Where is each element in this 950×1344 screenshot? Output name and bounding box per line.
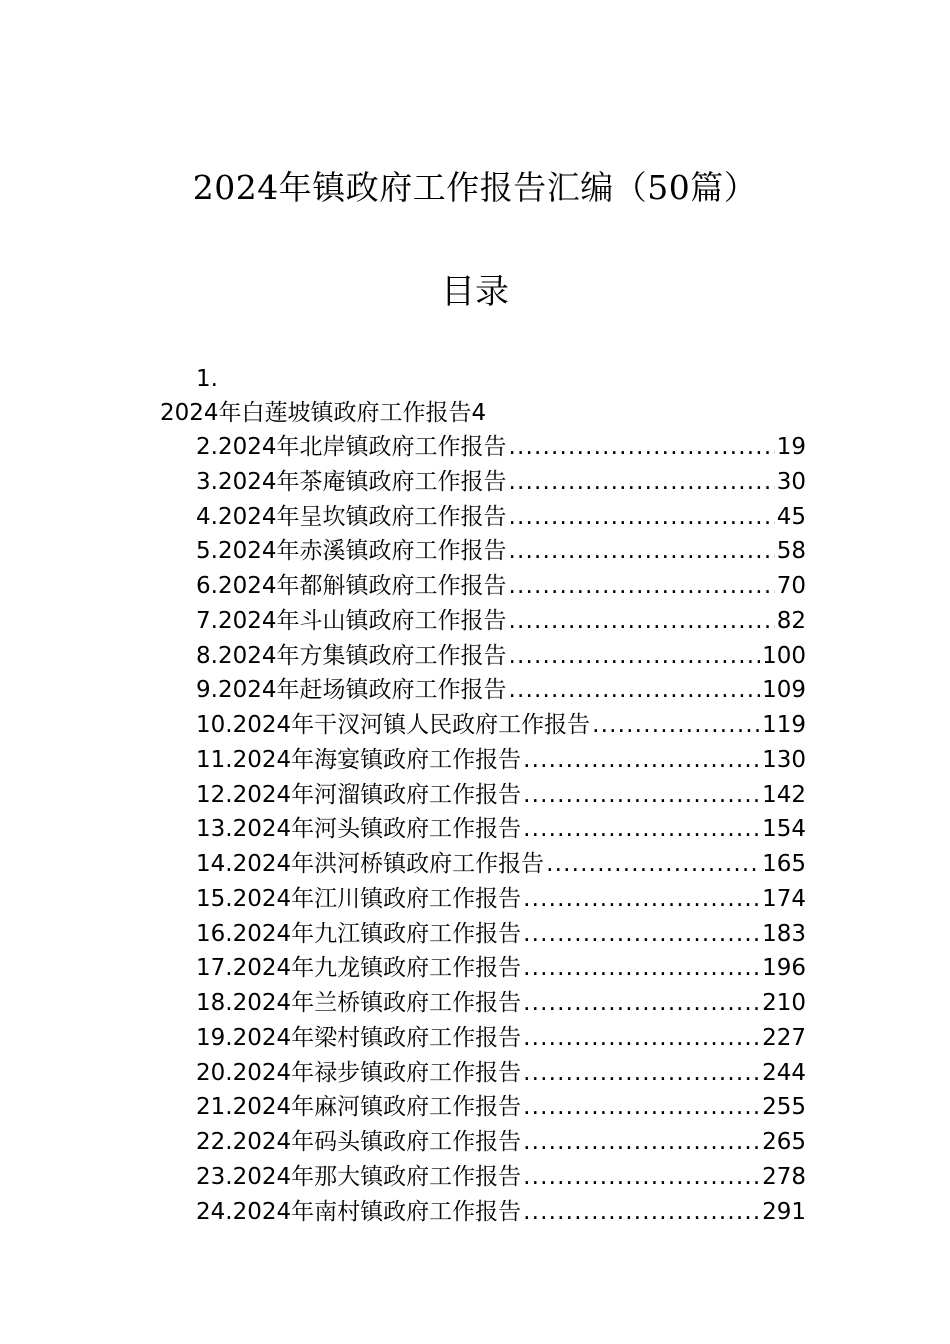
toc-entry[interactable] xyxy=(196,467,806,502)
toc-page-number: 58 xyxy=(776,538,806,565)
toc-dot-leader xyxy=(592,710,760,740)
toc-entry-title: 16.2024年九江镇政府工作报告 xyxy=(196,920,522,947)
toc-dot-leader xyxy=(508,536,774,566)
toc-dot-leader xyxy=(523,988,760,1018)
toc-page-number: 291 xyxy=(762,1198,806,1225)
toc-entry[interactable] xyxy=(196,571,806,606)
toc-page-number: 142 xyxy=(762,781,806,808)
toc-entry-title: 21.2024年麻河镇政府工作报告 xyxy=(196,1094,522,1121)
toc-entry[interactable] xyxy=(196,1023,806,1058)
toc-entry-title: 17.2024年九龙镇政府工作报告 xyxy=(196,955,522,982)
toc-dot-leader xyxy=(523,814,760,844)
toc-entry-title: 13.2024年河头镇政府工作报告 xyxy=(196,816,522,843)
toc-entry-title: 19.2024年梁村镇政府工作报告 xyxy=(196,1024,522,1051)
toc-entry-title: 20.2024年禄步镇政府工作报告 xyxy=(196,1059,522,1086)
toc-page-number: 196 xyxy=(762,955,806,982)
toc-dot-leader xyxy=(508,641,760,671)
toc-entry[interactable] xyxy=(196,953,806,988)
toc-entry[interactable] xyxy=(196,536,806,571)
toc-entry[interactable] xyxy=(196,1197,806,1232)
toc-entry-title: 8.2024年方集镇政府工作报告 xyxy=(196,642,507,669)
toc-dot-leader xyxy=(523,780,760,810)
toc-dot-leader xyxy=(523,884,760,914)
toc-dot-leader xyxy=(508,606,774,636)
toc-entry-title: 5.2024年赤溪镇政府工作报告 xyxy=(196,538,507,565)
toc-entry[interactable] xyxy=(196,1058,806,1093)
toc-page-number: 119 xyxy=(762,712,806,738)
toc-page-number: 255 xyxy=(762,1094,806,1121)
toc-entry[interactable] xyxy=(196,745,806,780)
toc-entry-number[interactable]: 1. xyxy=(196,366,218,392)
toc-dot-leader xyxy=(508,502,774,532)
toc-page-number: 183 xyxy=(762,920,806,947)
toc-entry[interactable] xyxy=(196,814,806,849)
toc-entry[interactable] xyxy=(196,675,806,710)
toc-entry-title: 22.2024年码头镇政府工作报告 xyxy=(196,1129,522,1155)
toc-entry-title[interactable]: 2024年白莲坡镇政府工作报告4 xyxy=(160,400,487,426)
toc-page-number: 109 xyxy=(762,677,806,704)
toc-page-number: 30 xyxy=(776,468,806,495)
toc-entry-title: 18.2024年兰桥镇政府工作报告 xyxy=(196,990,522,1016)
toc-entry[interactable] xyxy=(196,710,806,745)
table-of-contents xyxy=(196,432,806,1231)
toc-page-number: 278 xyxy=(762,1163,806,1190)
toc-dot-leader xyxy=(523,1023,760,1053)
toc-page-number: 174 xyxy=(762,885,806,912)
toc-page-number: 154 xyxy=(762,816,806,843)
toc-entry[interactable] xyxy=(196,780,806,815)
toc-entry[interactable] xyxy=(196,502,806,537)
toc-entry-title: 12.2024年河溜镇政府工作报告 xyxy=(196,781,522,808)
toc-entry[interactable] xyxy=(196,919,806,954)
toc-dot-leader xyxy=(523,1127,760,1157)
toc-entry-title: 7.2024年斗山镇政府工作报告 xyxy=(196,607,507,634)
toc-entry[interactable] xyxy=(196,988,806,1023)
toc-page-number: 130 xyxy=(762,746,806,773)
toc-entry-title: 15.2024年江川镇政府工作报告 xyxy=(196,885,522,912)
toc-page-number: 227 xyxy=(762,1024,806,1051)
toc-entry-title: 9.2024年赶场镇政府工作报告 xyxy=(196,677,507,704)
toc-entry-title: 3.2024年茶庵镇政府工作报告 xyxy=(196,468,507,495)
document-title: 2024年镇政府工作报告汇编（50篇） xyxy=(192,168,758,207)
toc-entry[interactable] xyxy=(196,849,806,884)
toc-page-number: 45 xyxy=(776,503,806,530)
toc-entry-title: 10.2024年干汊河镇人民政府工作报告 xyxy=(196,712,591,738)
toc-page-number: 165 xyxy=(762,851,806,877)
toc-page-number: 210 xyxy=(762,990,806,1016)
toc-page-number: 19 xyxy=(776,434,806,460)
toc-entry[interactable] xyxy=(196,884,806,919)
toc-page-number: 100 xyxy=(762,642,806,669)
toc-page-number: 265 xyxy=(762,1129,806,1155)
toc-dot-leader xyxy=(523,1058,760,1088)
toc-entry-title: 23.2024年那大镇政府工作报告 xyxy=(196,1163,522,1190)
toc-page-number: 244 xyxy=(762,1059,806,1086)
toc-entry[interactable] xyxy=(196,606,806,641)
toc-entry-title: 6.2024年都斛镇政府工作报告 xyxy=(196,573,507,599)
toc-dot-leader xyxy=(508,467,774,497)
toc-entry[interactable] xyxy=(196,1092,806,1127)
toc-heading: 目录 xyxy=(441,272,509,312)
toc-dot-leader xyxy=(523,745,760,775)
toc-dot-leader xyxy=(508,432,774,462)
toc-entry[interactable] xyxy=(196,432,806,467)
toc-dot-leader xyxy=(546,849,760,879)
toc-dot-leader xyxy=(523,953,760,983)
toc-page-number: 70 xyxy=(776,573,806,599)
toc-entry-title: 4.2024年呈坎镇政府工作报告 xyxy=(196,503,507,530)
toc-dot-leader xyxy=(508,571,774,601)
toc-entry-title: 14.2024年洪河桥镇政府工作报告 xyxy=(196,851,545,877)
toc-dot-leader xyxy=(523,1197,760,1227)
toc-entry-title: 2.2024年北岸镇政府工作报告 xyxy=(196,434,507,460)
toc-dot-leader xyxy=(523,1162,760,1192)
toc-entry[interactable] xyxy=(196,1162,806,1197)
toc-dot-leader xyxy=(523,1092,760,1122)
toc-dot-leader xyxy=(508,675,760,705)
toc-entry-title: 24.2024年南村镇政府工作报告 xyxy=(196,1198,522,1225)
toc-entry-title: 11.2024年海宴镇政府工作报告 xyxy=(196,746,522,773)
toc-entry[interactable] xyxy=(196,1127,806,1162)
toc-page-number: 82 xyxy=(776,607,806,634)
toc-entry[interactable] xyxy=(196,641,806,676)
toc-dot-leader xyxy=(523,919,760,949)
